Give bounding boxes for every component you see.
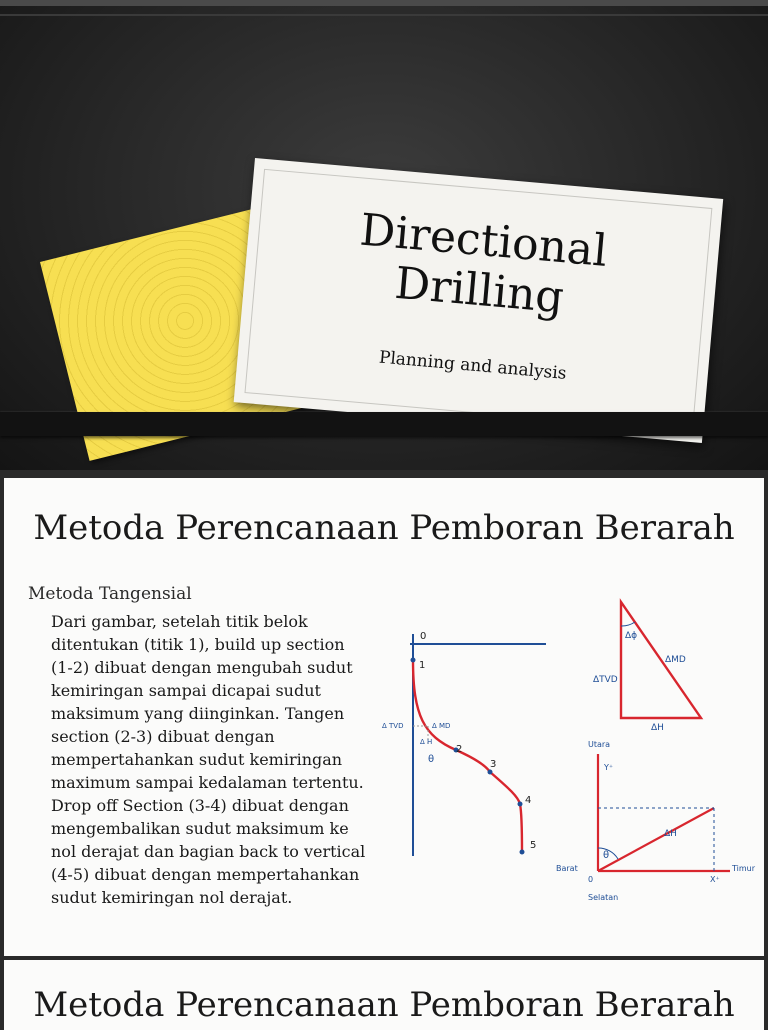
- delta-h-label: ΔH: [651, 723, 664, 733]
- point-3: [488, 770, 493, 775]
- well-trajectory-diagram: [376, 626, 556, 866]
- point-2-label: 2: [456, 744, 463, 755]
- delta-tvd-label: Δ TVD: [382, 722, 404, 730]
- slide-title: Metoda Perencanaan Pemboran Berarah: [33, 985, 735, 1025]
- triangle: [621, 602, 701, 718]
- delta-md-label: Δ MD: [432, 722, 451, 730]
- point-1: [411, 658, 416, 663]
- origin-label: 0: [588, 875, 594, 884]
- content-slide-next: [4, 960, 764, 1030]
- delta-tvd-label: ΔTVD: [593, 675, 618, 685]
- slide-title: Metoda Perencanaan Pemboran Berarah: [33, 508, 735, 548]
- south-label: Selatan: [588, 893, 619, 902]
- origin-label: 0: [420, 631, 427, 642]
- content-slide: [4, 478, 764, 956]
- slide-subtitle: Planning and analysis: [378, 347, 568, 384]
- point-1-label: 1: [419, 660, 426, 671]
- x-axis-label: X⁺: [710, 875, 720, 884]
- point-4-label: 4: [525, 795, 532, 806]
- delta-h-label: ΔH: [664, 829, 677, 839]
- delta-h-label: Δ H: [420, 738, 433, 746]
- theta-label: θ: [603, 850, 610, 861]
- delta-phi-label: Δϕ: [625, 631, 638, 641]
- slide-title-line-1: Directional: [357, 204, 610, 277]
- triangle-diagram: [589, 596, 719, 736]
- angle-arc: [621, 622, 635, 626]
- title-slide: [0, 0, 768, 470]
- east-label: Timur: [732, 864, 756, 873]
- elastic-band: [0, 412, 768, 436]
- slide-title-line-2: Drilling: [392, 257, 566, 324]
- body-text: Dari gambar, setelah titik belok ditentukan (titik 1), build up section (1-2) dibuat dengan mengubah sudut kemiringan sampai dicapai sudut maksimum yang diinginkan. Tangen section (2-3) dibuat dengan mempertahankan sudut kemiringan maximum sampai kedalaman tertentu. Drop off Section (3-4) dibuat dengan mengembalikan sudut maksimum ke nol derajat dan bagian back to vertical (4-5) dibuat dengan mempertahankan sudut kemiringan nol derajat.: [51, 612, 366, 907]
- top-rule-thin: [0, 14, 768, 16]
- top-rule: [0, 0, 768, 6]
- y-axis-label: Y⁺: [604, 763, 614, 772]
- plan-view-diagram: [548, 736, 760, 906]
- point-5: [520, 850, 525, 855]
- section-heading: Metoda Tangensial: [28, 584, 192, 604]
- delta-md-label: ΔMD: [665, 655, 686, 665]
- point-5-label: 5: [530, 840, 537, 851]
- north-label: Utara: [588, 740, 611, 749]
- title-card: [234, 158, 724, 443]
- point-4: [518, 802, 523, 807]
- theta-label: θ: [428, 754, 435, 765]
- displacement-line: [598, 808, 714, 871]
- west-label: Barat: [556, 864, 578, 873]
- point-3-label: 3: [490, 759, 497, 770]
